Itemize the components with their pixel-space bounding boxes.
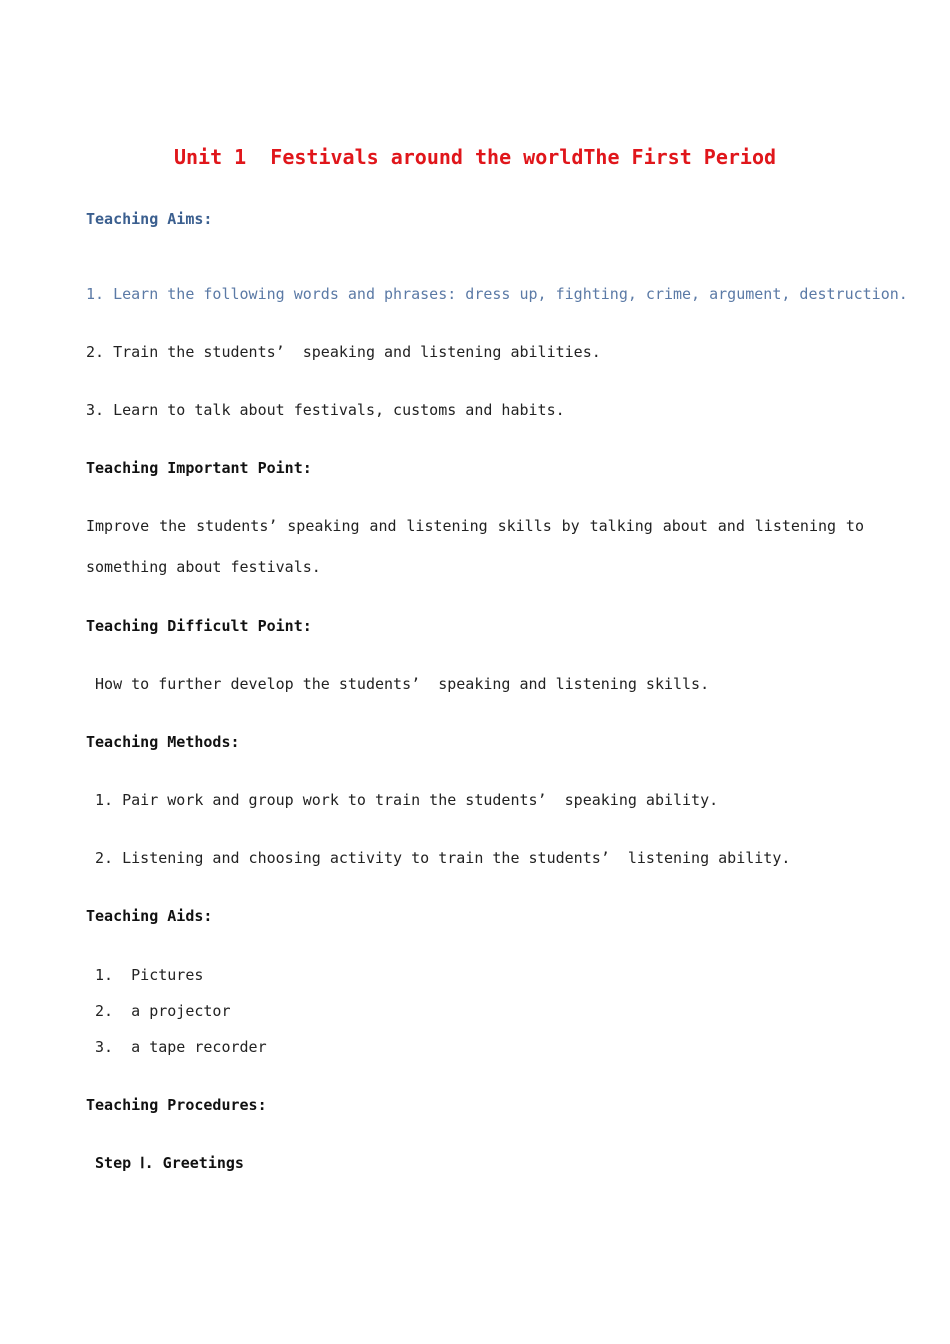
teaching-aims-heading: Teaching Aims: [86,210,213,228]
aims-item-3: 3. Learn to talk about festivals, customs and habits. [86,401,565,419]
methods-item-1: 1. Pair work and group work to train the students’ speaking ability. [86,791,719,809]
difficult-point-text: How to further develop the students’ speaking and listening skills. [86,675,710,693]
aims-item-2: 2. Train the students’ speaking and listening abilities. [86,343,601,361]
aims-item-1: 1. Learn the following words and phrases: dress up, fighting, crime, argument, destruction. [86,285,908,303]
document-title: Unit 1 Festivals around the worldThe First Period [173,145,777,169]
important-point-text: Improve the students’ speaking and listening skills by talking about and listening to something about festivals. [86,517,864,576]
methods-item-2: 2. Listening and choosing activity to train the students’ listening ability. [86,849,791,867]
procedures-step-1: Step Ⅰ. Greetings [86,1154,244,1172]
aids-item-1: 1. Pictures [86,966,204,984]
difficult-point-heading: Teaching Difficult Point: [86,617,312,635]
important-point-heading: Teaching Important Point: [86,459,312,477]
aids-item-3: 3. a tape recorder [86,1038,267,1056]
aids-item-2: 2. a projector [86,1002,231,1020]
procedures-heading: Teaching Procedures: [86,1096,267,1114]
methods-heading: Teaching Methods: [86,733,240,751]
aids-heading: Teaching Aids: [86,907,213,925]
